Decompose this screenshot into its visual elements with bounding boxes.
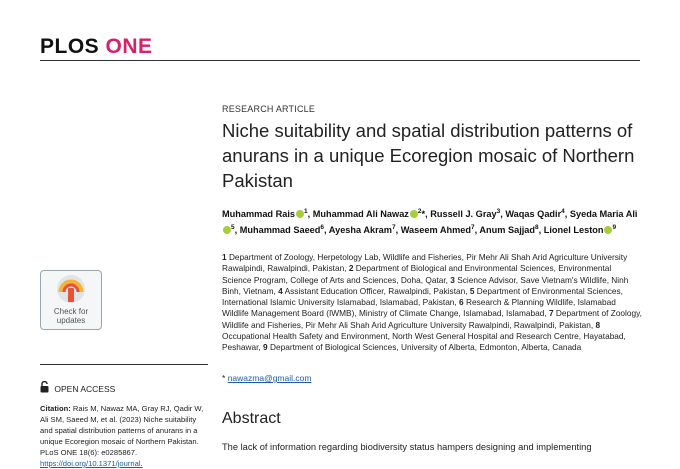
header-divider <box>40 60 640 61</box>
author-affiliation-ref: 4 <box>561 208 565 215</box>
open-access <box>40 381 115 395</box>
author-name[interactable]: Muhammad Rais <box>222 209 296 220</box>
affiliation-number: 4 <box>278 285 283 296</box>
author-separator: , <box>395 225 401 236</box>
author-name[interactable]: Russell J. Gray <box>430 209 497 220</box>
open-lock-icon <box>40 381 49 393</box>
affiliation-number: 6 <box>459 297 464 308</box>
affiliation-text: Department of Environmental Sciences, International Islamic University Islamabad, Islamabad, Pakistan, <box>222 285 623 308</box>
author-affiliation-ref: 8 <box>535 224 539 232</box>
author-separator: , <box>500 209 506 220</box>
affiliation-text: Department of Zoology, Wildlife and Fisheries, Pir Mehr Ali Shah Arid Agriculture University Rawalpindi, Rawalpindi, Pakistan, <box>222 308 642 330</box>
affiliation-text: Department of Biological and Environmental Sciences, Environmental Science Program, College of Arts and Sciences, Doha, Qatar, <box>222 263 612 285</box>
affiliation-text: Assistant Education Officer, Rawalpindi, Pakistan, <box>284 285 470 296</box>
affiliation-text: Science Advisor, Save Vietnam's Wildlife, Ninh Binh, Vietnam, <box>222 274 629 296</box>
check-for-updates-badge[interactable] <box>40 270 102 330</box>
citation-block <box>40 403 210 469</box>
author-affiliation-ref: 2 <box>417 208 422 215</box>
affiliation-number: 5 <box>469 285 475 296</box>
article-type-label: RESEARCH ARTICLE <box>222 104 316 114</box>
orcid-icon[interactable] <box>223 226 231 234</box>
affiliations <box>222 252 642 354</box>
author-name[interactable]: Anum Sajjad <box>479 225 536 236</box>
open-access-label: OPEN ACCESS <box>54 384 116 394</box>
author-affiliation-ref: 6 <box>320 224 325 232</box>
author-name[interactable]: Lionel Leston <box>543 225 604 236</box>
citation-text: Rais M, Nawaz MA, Gray RJ, Qadir W, Ali SM, Saeed M, et al. (2023) Niche suitability and spatial distribution patterns of anurans in a unique Ecoregion mosaic of Northern Pakistan. PLoS ONE 18(6): e0285867. <box>40 404 204 457</box>
author-name[interactable]: Ayesha Akram <box>328 225 392 236</box>
author-affiliation-ref: 3 <box>496 208 501 215</box>
affiliation-number: 2 <box>348 263 354 274</box>
author-separator: , <box>474 225 480 236</box>
author-name[interactable]: Muhammad Saeed <box>239 225 321 236</box>
author-separator: , <box>564 209 570 220</box>
orcid-icon[interactable] <box>410 210 418 218</box>
author-separator: , <box>234 225 240 236</box>
sidebar-divider <box>40 364 208 365</box>
article-title: Niche suitability and spatial distribution patterns of anurans in a unique Ecoregion mosaic of Northern Pakistan <box>222 120 635 191</box>
affiliation-text: Department of Zoology, Herpetology Lab, Wildlife and Fisheries, Pir Mehr Ali Shah Arid Agriculture University Rawalpindi, Rawalpindi, Pakistan, <box>222 252 628 274</box>
affiliation-number: 3 <box>450 274 455 285</box>
author-separator: , <box>538 225 544 236</box>
doi-link[interactable]: https://doi.org/10.1371/journal. <box>40 459 143 468</box>
author-separator: , <box>324 225 329 236</box>
affiliation-number: 7 <box>548 308 554 319</box>
author-name[interactable]: Muhammad Ali Nawaz <box>312 209 409 220</box>
abstract-text: The lack of information regarding biodiversity status hampers designing and implementing <box>222 442 592 452</box>
logo-plos: PLOS <box>40 35 100 58</box>
author-separator: , <box>307 209 313 220</box>
affiliation-number: 8 <box>595 319 601 330</box>
author-affiliation-ref: 9 <box>612 224 617 232</box>
badge-line-2: updates <box>56 316 86 325</box>
author-affiliation-ref: 1 <box>304 208 308 215</box>
author-name[interactable]: Waqas Qadir <box>505 209 562 220</box>
author-corresponding-star: * <box>421 209 426 220</box>
email-link[interactable]: nawazma@gmail.com <box>227 373 312 383</box>
author-affiliation-ref: 7 <box>470 224 475 232</box>
author-list <box>222 205 642 237</box>
orcid-icon[interactable] <box>296 210 304 218</box>
affiliation-number: 9 <box>263 342 268 353</box>
badge-line-1: Check for <box>53 307 89 316</box>
author-affiliation-ref: 7 <box>391 224 396 232</box>
author-separator: , <box>425 209 431 220</box>
citation-label: Citation: <box>40 404 71 413</box>
corresponding-email <box>222 373 311 383</box>
affiliation-text: Department of Biological Sciences, University of Alberta, Edmonton, Alberta, Canada <box>269 342 582 353</box>
journal-logo[interactable] <box>40 35 153 59</box>
author-name[interactable]: Waseem Ahmed <box>400 225 471 236</box>
affiliation-text: Occupational Health Safety and Environment, North West General Hospital and Research Centre, Hayatabad, Peshawar, <box>222 331 626 353</box>
check-updates-icon <box>55 274 87 306</box>
corresponding-star: * <box>222 373 226 383</box>
author-name[interactable]: Syeda Maria Ali <box>569 209 638 220</box>
author-affiliation-ref: 5 <box>231 224 235 232</box>
affiliation-text: Research & Planning Wildlife, Islamabad Wildlife Management Board (IWMB), Ministry of Climate Change, Islamabad, Islamabad, <box>222 297 616 319</box>
affiliation-number: 1 <box>222 252 227 262</box>
logo-one: ONE <box>105 35 153 58</box>
abstract-heading: Abstract <box>222 410 281 427</box>
